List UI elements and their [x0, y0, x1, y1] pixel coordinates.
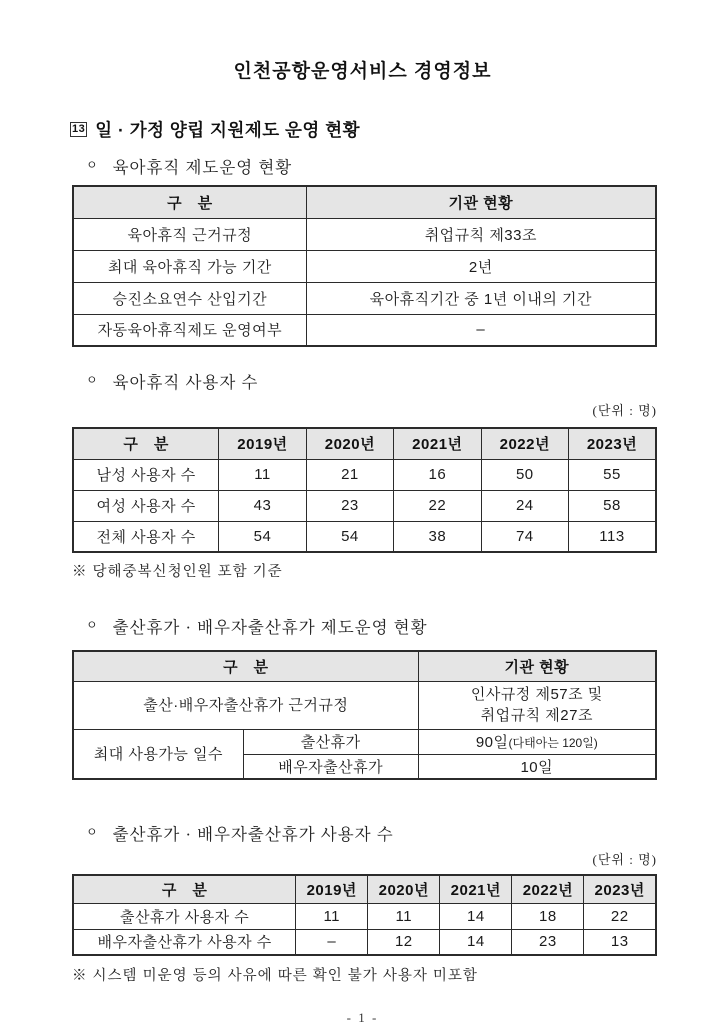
bullet-childcare-leave-system [86, 154, 725, 178]
row-label-cell: 자동육아휴직제도 운영여부 [73, 314, 306, 346]
value-paren: (다태아는 120일) [508, 736, 598, 750]
value-cell: 11 [219, 459, 306, 490]
row-label-cell: 출산휴가 사용자 수 [73, 903, 296, 929]
value-cell: 11 [368, 903, 440, 929]
bullet-marker-icon: ㅇ [86, 618, 99, 632]
childcare-leave-system-table [72, 185, 657, 347]
bullet-childcare-leave-users [86, 369, 725, 393]
bullet-marker-icon: ㅇ [86, 825, 99, 839]
row-label-cell: 전체 사용자 수 [73, 521, 219, 552]
row-label-cell: 배우자출산휴가 사용자 수 [73, 929, 296, 955]
value-cell: 육아휴직기간 중 1년 이내의 기간 [306, 282, 656, 314]
row-label-cell: 여성 사용자 수 [73, 490, 219, 521]
table-row [73, 729, 656, 754]
bullet-label: 육아휴직 사용자 수 [112, 373, 259, 392]
column-header: 기관 현황 [306, 186, 656, 218]
value-cell [418, 681, 656, 729]
unit-note: (단위 : 명) [592, 852, 657, 867]
value-line: 취업규칙 제27조 [480, 707, 593, 724]
column-header: 2020년 [368, 875, 440, 903]
value-cell: 14 [440, 903, 512, 929]
section-title: 일 · 가정 양립 지원제도 운영 현황 [95, 120, 361, 140]
column-header: 2023년 [569, 428, 656, 459]
childcare-leave-users-table [72, 427, 657, 553]
column-header: 구 분 [73, 186, 306, 218]
bullet-marker-icon: ㅇ [86, 373, 99, 387]
section-number-box: 13 [72, 123, 86, 135]
value-cell: 23 [512, 929, 584, 955]
column-header: 구 분 [73, 875, 296, 903]
value-cell: 43 [219, 490, 306, 521]
footnote-system-not-operated: ※ 시스템 미운영 등의 사유에 따른 확인 불가 사용자 미포함 [72, 968, 478, 984]
value-cell: 13 [584, 929, 656, 955]
maternity-leave-system-table [72, 650, 657, 780]
column-header: 2022년 [512, 875, 584, 903]
value-main: 90일 [475, 734, 509, 751]
value-line: 인사규정 제57조 및 [470, 686, 603, 703]
table-row [73, 490, 656, 521]
value-cell: 23 [306, 490, 393, 521]
column-header: 2020년 [306, 428, 393, 459]
value-cell: 21 [306, 459, 393, 490]
value-cell: 12 [368, 929, 440, 955]
table-row [73, 521, 656, 552]
column-header: 기관 현황 [418, 651, 656, 681]
value-cell: 14 [440, 929, 512, 955]
column-header: 2023년 [584, 875, 656, 903]
value-cell: 취업규칙 제33조 [306, 218, 656, 250]
value-cell: 2년 [306, 250, 656, 282]
table-header-row [73, 875, 656, 903]
value-cell: 113 [569, 521, 656, 552]
bullet-maternity-leave-users [86, 821, 725, 845]
value-cell: 11 [296, 903, 368, 929]
value-cell: – [306, 314, 656, 346]
table-row [73, 459, 656, 490]
bullet-label: 육아휴직 제도운영 현황 [112, 158, 293, 177]
bullet-label: 출산휴가 · 배우자출산휴가 사용자 수 [112, 825, 394, 844]
row-label-cell: 육아휴직 근거규정 [73, 218, 306, 250]
row-label-cell: 남성 사용자 수 [73, 459, 219, 490]
section-heading [70, 117, 725, 142]
unit-note: (단위 : 명) [592, 403, 657, 418]
column-header: 2019년 [296, 875, 368, 903]
value-cell: 22 [584, 903, 656, 929]
footnote-duplicate-applicants: ※ 당해중복신청인원 포함 기준 [72, 564, 283, 580]
column-header: 구 분 [73, 428, 219, 459]
table-row [73, 681, 656, 729]
table-header-row [73, 186, 656, 218]
table-header-row [73, 651, 656, 681]
row-label-cell: 승진소요연수 산입기간 [73, 282, 306, 314]
value-cell [418, 729, 656, 754]
value-cell: 16 [394, 459, 481, 490]
column-header: 구 분 [73, 651, 418, 681]
column-header: 2021년 [440, 875, 512, 903]
row-label-cell: 최대 육아휴직 가능 기간 [73, 250, 306, 282]
bullet-maternity-leave-system [86, 614, 725, 638]
column-header: 2022년 [481, 428, 568, 459]
value-cell: 58 [569, 490, 656, 521]
value-cell: – [296, 929, 368, 955]
table-row [73, 929, 656, 955]
bullet-marker-icon: ㅇ [86, 158, 99, 172]
value-cell: 50 [481, 459, 568, 490]
row-label-cell: 최대 사용가능 일수 [73, 729, 243, 779]
value-cell: 55 [569, 459, 656, 490]
row-label-cell: 출산·배우자출산휴가 근거규정 [73, 681, 418, 729]
sub-label-cell: 출산휴가 [243, 729, 418, 754]
sub-label-cell: 배우자출산휴가 [243, 754, 418, 779]
value-cell: 54 [219, 521, 306, 552]
table-row [73, 250, 656, 282]
value-cell: 18 [512, 903, 584, 929]
page-number: - 1 - [346, 1010, 379, 1025]
maternity-leave-users-table [72, 874, 657, 956]
value-cell: 22 [394, 490, 481, 521]
value-cell: 74 [481, 521, 568, 552]
table-row [73, 903, 656, 929]
column-header: 2019년 [219, 428, 306, 459]
value-cell: 24 [481, 490, 568, 521]
table-row [73, 218, 656, 250]
value-cell: 38 [394, 521, 481, 552]
value-cell: 10일 [418, 754, 656, 779]
table-header-row [73, 428, 656, 459]
table-row [73, 314, 656, 346]
document-title: 인천공항운영서비스 경영정보 [233, 61, 492, 82]
column-header: 2021년 [394, 428, 481, 459]
value-cell: 54 [306, 521, 393, 552]
table-row [73, 282, 656, 314]
bullet-label: 출산휴가 · 배우자출산휴가 제도운영 현황 [112, 618, 428, 637]
